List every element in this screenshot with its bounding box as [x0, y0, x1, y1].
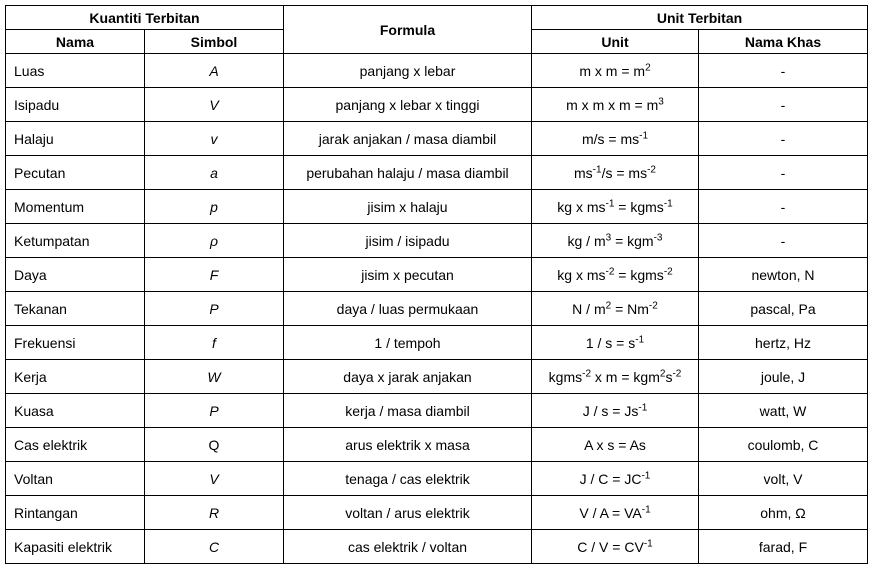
- formula-cell: panjang x lebar x tinggi: [284, 88, 532, 122]
- special-name-cell: joule, J: [699, 360, 868, 394]
- special-name-cell: -: [699, 88, 868, 122]
- unit-exponent: -2: [648, 299, 658, 311]
- name-cell: Kapasiti elektrik: [6, 530, 145, 564]
- formula-cell: daya x jarak anjakan: [284, 360, 532, 394]
- unit-cell: [532, 190, 699, 224]
- unit-text: x m = kgm: [591, 368, 660, 385]
- formula-cell: voltan / arus elektrik: [284, 496, 532, 530]
- unit-exponent: 2: [659, 367, 666, 379]
- unit-text: = kgm: [611, 232, 654, 249]
- table-row: [6, 258, 868, 292]
- formula-cell: jisim / isipadu: [284, 224, 532, 258]
- unit-cell: [532, 54, 699, 88]
- unit-exponent: 3: [605, 231, 612, 243]
- special-name-cell: ohm, Ω: [699, 496, 868, 530]
- unit-exponent: -1: [641, 469, 651, 481]
- unit-exponent: -1: [663, 197, 673, 209]
- unit-exponent: -2: [672, 367, 682, 379]
- unit-cell: [532, 462, 699, 496]
- unit-exponent: -1: [643, 537, 653, 549]
- table-row: [6, 224, 868, 258]
- unit-cell: [532, 292, 699, 326]
- symbol-cell: W: [145, 360, 284, 394]
- name-cell: Pecutan: [6, 156, 145, 190]
- unit-exponent: -3: [653, 231, 663, 243]
- unit-cell: [532, 530, 699, 564]
- special-name-cell: watt, W: [699, 394, 868, 428]
- header-unit: Unit: [532, 30, 699, 54]
- symbol-cell: ρ: [145, 224, 284, 258]
- table-body: [6, 54, 868, 564]
- formula-cell: jisim x halaju: [284, 190, 532, 224]
- unit-cell: [532, 394, 699, 428]
- header-derived-quantity: Kuantiti Terbitan: [6, 6, 284, 30]
- unit-text: 1 / s = s: [585, 334, 636, 351]
- unit-text: ms: [574, 164, 593, 181]
- unit-exponent: -2: [582, 367, 592, 379]
- unit-exponent: 2: [645, 61, 651, 73]
- symbol-cell: A: [145, 54, 284, 88]
- special-name-cell: pascal, Pa: [699, 292, 868, 326]
- name-cell: Ketumpatan: [6, 224, 145, 258]
- symbol-cell: P: [145, 292, 284, 326]
- unit-text: N / m: [572, 300, 606, 317]
- table-row: [6, 122, 868, 156]
- header-derived-unit: Unit Terbitan: [532, 6, 868, 30]
- unit-cell: [532, 326, 699, 360]
- unit-text: kg x ms: [557, 198, 606, 215]
- symbol-cell: V: [145, 462, 284, 496]
- unit-cell: [532, 428, 699, 462]
- unit-text: m x m = m: [579, 62, 646, 79]
- formula-cell: perubahan halaju / masa diambil: [284, 156, 532, 190]
- unit-text: C / V = CV: [577, 538, 644, 555]
- symbol-cell: V: [145, 88, 284, 122]
- unit-text: A x s = As: [584, 436, 646, 453]
- name-cell: Cas elektrik: [6, 428, 145, 462]
- formula-cell: kerja / masa diambil: [284, 394, 532, 428]
- name-cell: Daya: [6, 258, 145, 292]
- symbol-cell: f: [145, 326, 284, 360]
- unit-exponent: -1: [639, 129, 649, 141]
- unit-text: V / A = VA: [579, 504, 642, 521]
- unit-cell: [532, 122, 699, 156]
- name-cell: Rintangan: [6, 496, 145, 530]
- formula-cell: daya / luas permukaan: [284, 292, 532, 326]
- table-row: [6, 88, 868, 122]
- unit-cell: [532, 496, 699, 530]
- table-row: [6, 326, 868, 360]
- table-row: [6, 54, 868, 88]
- symbol-cell: F: [145, 258, 284, 292]
- formula-cell: arus elektrik x masa: [284, 428, 532, 462]
- unit-text: m/s = ms: [581, 130, 640, 147]
- formula-cell: tenaga / cas elektrik: [284, 462, 532, 496]
- unit-cell: [532, 88, 699, 122]
- symbol-cell: C: [145, 530, 284, 564]
- header-formula: Formula: [284, 6, 532, 54]
- unit-exponent: 3: [658, 95, 664, 107]
- table-row: [6, 156, 868, 190]
- name-cell: Frekuensi: [6, 326, 145, 360]
- name-cell: Kuasa: [6, 394, 145, 428]
- unit-cell: [532, 156, 699, 190]
- unit-cell: [532, 360, 699, 394]
- symbol-cell: p: [145, 190, 284, 224]
- unit-cell: [532, 224, 699, 258]
- unit-text: kg / m: [567, 232, 606, 249]
- special-name-cell: coulomb, C: [699, 428, 868, 462]
- special-name-cell: newton, N: [699, 258, 868, 292]
- name-cell: Isipadu: [6, 88, 145, 122]
- formula-cell: cas elektrik / voltan: [284, 530, 532, 564]
- header-symbol: Simbol: [145, 30, 284, 54]
- table-row: [6, 360, 868, 394]
- symbol-cell: a: [145, 156, 284, 190]
- derived-quantities-table: [5, 5, 868, 564]
- table-row: [6, 292, 868, 326]
- table-row: [6, 496, 868, 530]
- table-row: [6, 190, 868, 224]
- header-special-name: Nama Khas: [699, 30, 868, 54]
- special-name-cell: -: [699, 190, 868, 224]
- symbol-cell: v: [145, 122, 284, 156]
- table-row: [6, 462, 868, 496]
- name-cell: Luas: [6, 54, 145, 88]
- name-cell: Voltan: [6, 462, 145, 496]
- symbol-cell: Q: [145, 428, 284, 462]
- name-cell: Tekanan: [6, 292, 145, 326]
- unit-text: s: [665, 368, 673, 385]
- unit-text: = Nm: [611, 300, 649, 317]
- unit-text: J / C = JC: [579, 470, 642, 487]
- special-name-cell: -: [699, 224, 868, 258]
- header-name: Nama: [6, 30, 145, 54]
- formula-cell: panjang x lebar: [284, 54, 532, 88]
- special-name-cell: -: [699, 122, 868, 156]
- special-name-cell: -: [699, 54, 868, 88]
- unit-exponent: 2: [605, 299, 612, 311]
- special-name-cell: volt, V: [699, 462, 868, 496]
- table-row: [6, 530, 868, 564]
- unit-exponent: -2: [605, 265, 615, 277]
- table-row: [6, 394, 868, 428]
- special-name-cell: -: [699, 156, 868, 190]
- name-cell: Momentum: [6, 190, 145, 224]
- special-name-cell: hertz, Hz: [699, 326, 868, 360]
- unit-text: = kgms: [614, 266, 664, 283]
- unit-exponent: -1: [641, 503, 651, 515]
- unit-text: kgms: [548, 368, 583, 385]
- unit-cell: [532, 258, 699, 292]
- formula-cell: 1 / tempoh: [284, 326, 532, 360]
- unit-text: /s = ms: [601, 164, 648, 181]
- unit-exponent: -1: [605, 197, 615, 209]
- formula-cell: jisim x pecutan: [284, 258, 532, 292]
- unit-exponent: -2: [663, 265, 673, 277]
- symbol-cell: R: [145, 496, 284, 530]
- name-cell: Halaju: [6, 122, 145, 156]
- unit-exponent: -1: [592, 163, 602, 175]
- name-cell: Kerja: [6, 360, 145, 394]
- unit-exponent: -2: [647, 163, 656, 175]
- unit-exponent: -1: [635, 333, 645, 345]
- unit-text: kg x ms: [557, 266, 606, 283]
- unit-exponent: -1: [638, 401, 648, 413]
- formula-cell: jarak anjakan / masa diambil: [284, 122, 532, 156]
- symbol-cell: P: [145, 394, 284, 428]
- special-name-cell: farad, F: [699, 530, 868, 564]
- unit-text: m x m x m = m: [566, 96, 659, 113]
- unit-text: = kgms: [614, 198, 664, 215]
- unit-text: J / s = Js: [582, 402, 639, 419]
- table-row: [6, 428, 868, 462]
